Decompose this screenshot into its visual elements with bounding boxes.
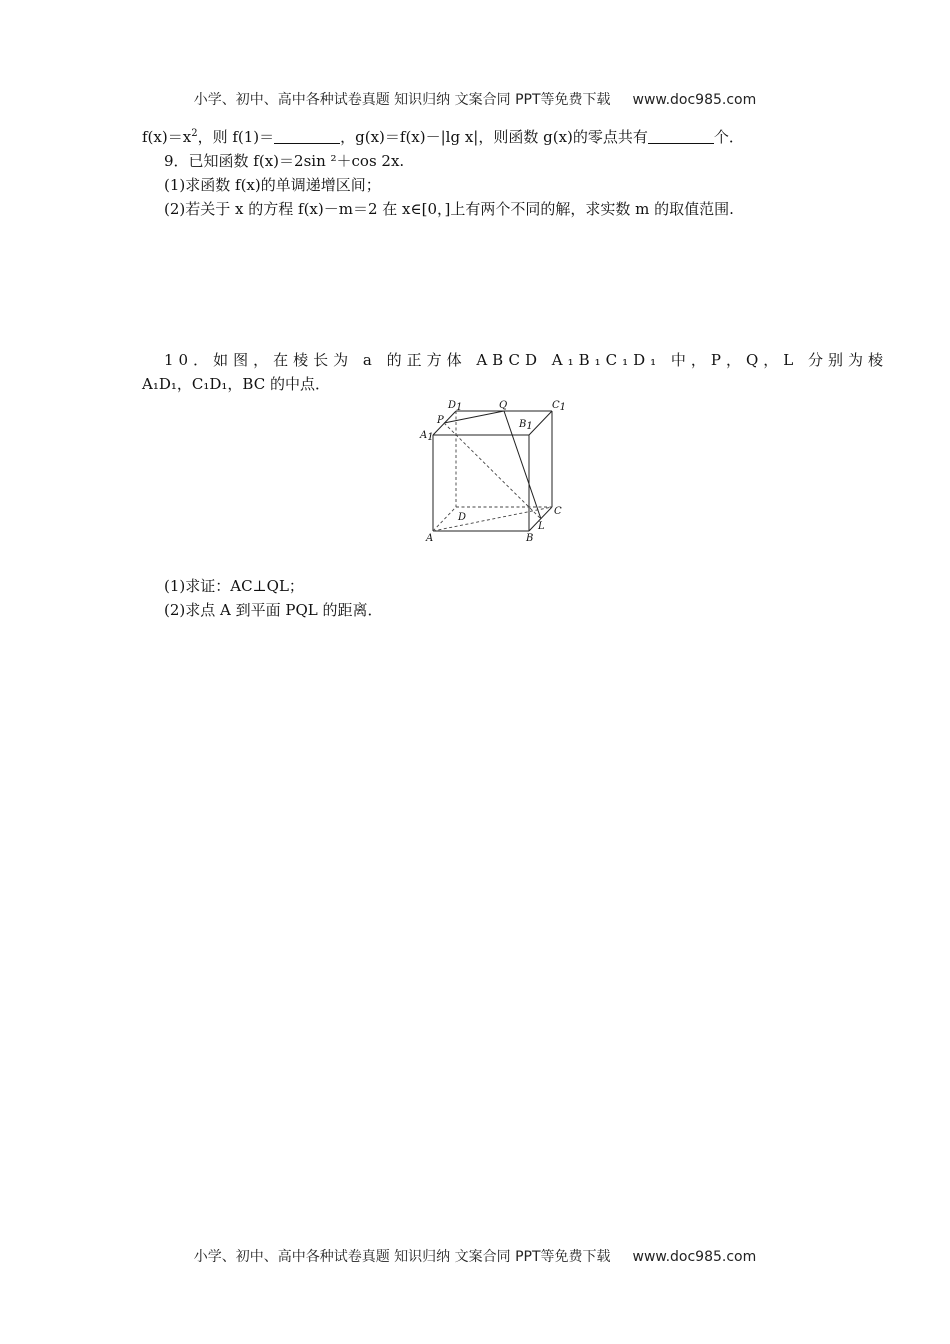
page-footer [0,1246,950,1266]
label-d1: D1 [448,400,463,413]
q9-stem: 9．已知函数 f(x)＝2sin ²＋cos 2x. [164,152,405,170]
hidden-edge-a-d [433,507,456,531]
q9-sub1: (1)求函数 f(x)的单调递增区间； [164,176,381,194]
label-b1: B1 [519,419,533,432]
label-p: P [437,415,444,426]
label-a: A [426,533,434,544]
footer-url[interactable]: www.doc985.com [632,1249,757,1265]
q8-blank-1 [274,129,340,144]
q8-blank-2 [648,129,714,144]
label-d: D [458,512,467,523]
q8-text-1: f(x)＝x [142,128,192,146]
q8-text-3: ，g(x)＝f(x)－|lg x|，则函数 g(x)的零点共有 [340,128,648,146]
q8-sup: 2 [191,128,198,139]
q10-stem-line1: 10．如图，在棱长为 a 的正方体 ABCD A₁B₁C₁D₁ 中，P，Q，L 分别为棱 [164,351,889,369]
hidden-segment-a-c [433,507,552,531]
q10-sub2: (2)求点 A 到平面 PQL 的距离． [164,601,383,619]
footer-text: 小学、初中、高中各种试卷真题 知识归纳 文案合同 PPT等免费下载 [193,1249,611,1265]
cube-figure [415,398,575,548]
segment-p-q [444,411,504,423]
label-c1: C1 [552,400,567,413]
page-header [0,89,950,109]
label-b: B [526,533,534,544]
hidden-segment-p-l [444,423,541,519]
q8-line [142,127,744,147]
q8-text-4: 个． [713,128,744,146]
label-c: C [554,506,562,517]
q8-text-2: ，则 f(1)＝ [197,128,275,146]
header-url[interactable]: www.doc985.com [632,92,757,108]
q10-sub1: (1)求证：AC⊥QL； [164,577,304,595]
label-a1: A1 [420,430,434,443]
label-l: L [538,521,545,532]
label-q: Q [499,400,508,411]
header-text: 小学、初中、高中各种试卷真题 知识归纳 文案合同 PPT等免费下载 [193,92,611,108]
q9-sub2: (2)若关于 x 的方程 f(x)－m＝2 在 x∈[0，]上有两个不同的解，求实数 m 的取值范围. [164,200,734,218]
q10-stem-line2: A₁D₁，C₁D₁，BC 的中点． [142,375,330,393]
